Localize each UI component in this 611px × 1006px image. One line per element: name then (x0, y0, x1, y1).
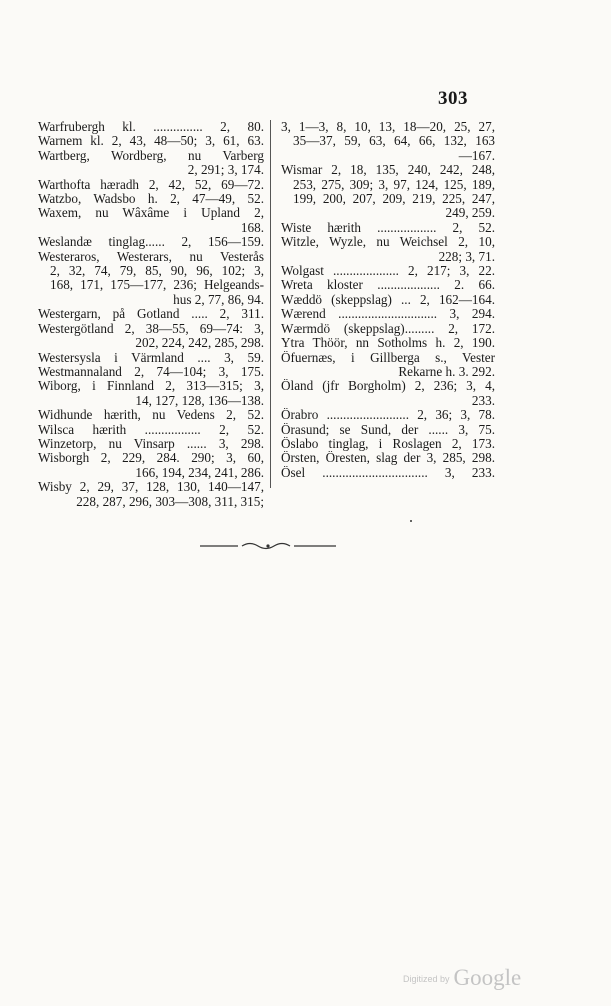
index-entry-line: Wolgast .................... 2, 217; 3, 22. (281, 264, 495, 279)
index-entry (38, 149, 264, 178)
index-entry-line: 2, 291; 3, 174. (187, 163, 264, 178)
index-entry (38, 322, 264, 351)
index-entry-line: Winzetorp, nu Vinsarp ...... 3, 298. (38, 436, 264, 451)
index-entry (281, 120, 495, 163)
index-entry-line: Westmannaland 2, 74—104; 3, 175. (38, 364, 264, 379)
index-entry-line: 3, 1—3, 8, 10, 13, 18—20, 25, 27, (281, 120, 495, 134)
index-entry (281, 322, 495, 336)
page-number: 303 (438, 88, 468, 109)
index-entry (281, 336, 495, 350)
index-entry (38, 178, 264, 192)
index-entry (281, 307, 495, 321)
index-entry-line: 202, 224, 242, 285, 298. (135, 336, 264, 351)
index-entry-line: Wilsca hærith ................. 2, 52. (38, 422, 264, 437)
index-entry-line: Warfrubergh kl. ............... 2, 80. (38, 120, 264, 134)
index-column-right (281, 120, 495, 480)
index-entry (38, 437, 264, 451)
index-entry (281, 351, 495, 380)
index-entry (38, 120, 264, 134)
index-entry-line: 233. (471, 393, 495, 408)
index-entry-line: Rekarne h. 3. 292. (398, 364, 495, 379)
index-entry (38, 250, 264, 308)
index-entry (281, 379, 495, 408)
index-entry-line: Örabro ......................... 2, 36; 3, 78. (281, 408, 495, 423)
index-entry-line: Westergarn, på Gotland ..... 2, 311. (38, 307, 264, 322)
watermark-google: Google (453, 965, 522, 990)
index-entry (38, 365, 264, 379)
index-entry-line: Westeraros, Westerars, nu Vesterås (38, 249, 264, 264)
index-entry-line: Ösel ................................ 3, 233. (281, 465, 495, 480)
index-entry-line: Warthofta hæradh 2, 42, 52, 69—72. (38, 177, 264, 192)
index-entry-line: Wæddö (skeppslag) ... 2, 162—164. (281, 292, 495, 307)
index-entry-line: Wisborgh 2, 229, 284. 290; 3, 60, (38, 451, 264, 466)
index-entry-line: Warnem kl. 2, 43, 48—50; 3, 61, 63. (38, 134, 264, 149)
index-entry-line: Örsten, Öresten, slag der 3, 285, 298. (281, 451, 495, 466)
index-entry (281, 163, 495, 221)
index-entry-line: Örasund; se Sund, der ...... 3, 75. (281, 422, 495, 437)
index-entry-line: Ytra Thöör, nn Sotholms h. 2, 190. (281, 336, 495, 351)
index-entry-line: Wismar 2, 18, 135, 240, 242, 248, (281, 163, 495, 178)
index-entry-line: 228, 287, 296, 303—308, 311, 315; (76, 494, 264, 509)
index-entry (281, 451, 495, 465)
index-entry-line: —167. (458, 148, 495, 163)
index-entry (281, 466, 495, 480)
index-entry (38, 134, 264, 148)
ornament-divider (198, 540, 338, 552)
index-entry-line: Waxem, nu Wâxâme i Upland 2, (38, 206, 264, 221)
index-entry-line: 249, 259. (445, 206, 495, 221)
index-entry (281, 293, 495, 307)
print-speck (410, 520, 412, 522)
index-entry-line: Weslandæ tinglag...... 2, 156—159. (38, 235, 264, 250)
index-entry-line: 168, 171, 175—177, 236; Helgeands- (50, 278, 264, 293)
index-entry (38, 423, 264, 437)
index-entry (281, 278, 495, 292)
index-entry-line: 35—37, 59, 63, 64, 66, 132, 163 (293, 134, 495, 149)
index-entry-line: Wærend .............................. 3, 294. (281, 307, 495, 322)
index-entry (38, 480, 264, 509)
index-entry-line: 168. (240, 220, 264, 235)
index-entry (281, 437, 495, 451)
index-entry-line: Wisby 2, 29, 37, 128, 130, 140—147, (38, 480, 264, 495)
index-entry (38, 235, 264, 249)
index-entry-line: Wiborg, i Finnland 2, 313—315; 3, (38, 379, 264, 394)
index-entry-line: 253, 275, 309; 3, 97, 124, 125, 189, (293, 177, 495, 192)
index-entry (281, 221, 495, 235)
index-entry (281, 264, 495, 278)
index-entry-line: Widhunde hærith, nu Vedens 2, 52. (38, 408, 264, 423)
index-entry (281, 235, 495, 264)
index-entry-line: Öland (jfr Borgholm) 2, 236; 3, 4, (281, 379, 495, 394)
index-entry (38, 351, 264, 365)
index-entry-line: 166, 194, 234, 241, 286. (135, 465, 264, 480)
index-entry (38, 192, 264, 206)
index-entry (281, 408, 495, 422)
index-entry-line: Wartberg, Wordberg, nu Varberg (38, 148, 264, 163)
index-entry-line: 228; 3, 71. (438, 249, 495, 264)
index-entry-line: Westergötland 2, 38—55, 69—74: 3, (38, 321, 264, 336)
index-entry (38, 408, 264, 422)
index-entry-line: Wærmdö (skeppslag)......... 2, 172. (281, 321, 495, 336)
watermark-small: Digitized by (403, 974, 450, 984)
index-entry (38, 307, 264, 321)
index-entry-line: Wreta kloster ................... 2. 66. (281, 278, 495, 293)
column-divider (270, 120, 271, 488)
index-entry (38, 451, 264, 480)
index-entry-line: 2, 32, 74, 79, 85, 90, 96, 102; 3, (50, 264, 264, 279)
index-entry-line: Öfuernæs, i Gillberga s., Vester (281, 350, 495, 365)
index-entry-line: Westersysla i Värmland .... 3, 59. (38, 350, 264, 365)
index-entry-line: Watzbo, Wadsbo h. 2, 47—49, 52. (38, 192, 264, 207)
index-entry (38, 379, 264, 408)
index-entry-line: Witzle, Wyzle, nu Weichsel 2, 10, (281, 235, 495, 250)
index-entry (38, 206, 264, 235)
index-entry-line: Wiste hærith .................. 2, 52. (281, 220, 495, 235)
google-watermark (403, 965, 521, 991)
index-entry (281, 423, 495, 437)
index-entry-line: Öslabo tinglag, i Roslagen 2, 173. (281, 436, 495, 451)
index-column-left (38, 120, 264, 509)
index-entry-line: hus 2, 77, 86, 94. (173, 292, 264, 307)
index-entry-line: 14, 127, 128, 136—138. (135, 393, 264, 408)
index-entry-line: 199, 200, 207, 209, 219, 225, 247, (293, 192, 495, 207)
